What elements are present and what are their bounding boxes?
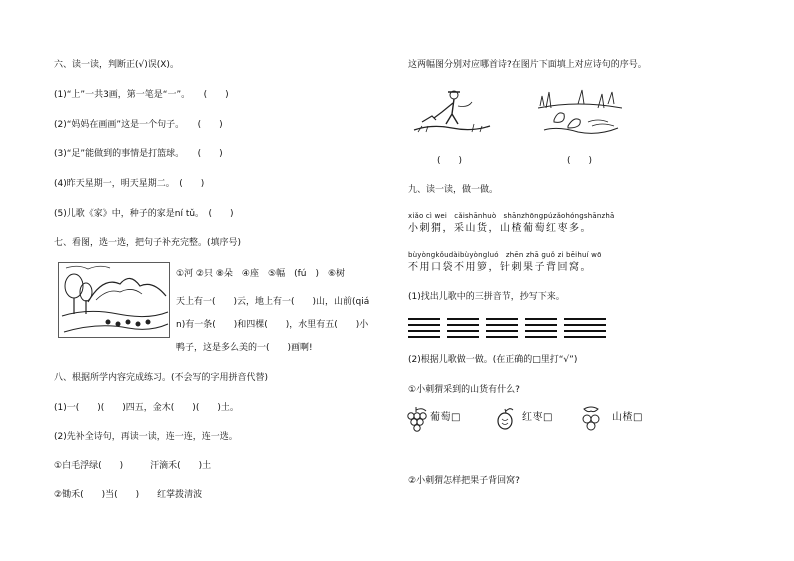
s8-item-1: (1)一( )( )四五，金木( )( )土。 (54, 403, 239, 413)
pinyin-line-2: bùyònɡkǒudàibùyònɡluó zhēn zhā ɡuǒ zi bēihuí wō (408, 251, 602, 259)
s7-options: ①河 ②只 ⑧朵 ④座 ⑤幅 (fú ) ⑥树 (176, 269, 346, 279)
s8-item-2: (2)先补全诗句，再读一读，连一连，连一选。 (54, 432, 238, 442)
farmer-hoeing-illustration (412, 86, 492, 136)
poem-blank-1[interactable]: ( ) (437, 156, 463, 166)
choice-jujube[interactable]: 红枣□ (522, 412, 553, 423)
s7-line-1: 天上有一( )云，地上有一( )山，山前(qiá (176, 297, 370, 307)
choice-hawthorn[interactable]: 山楂□ (612, 412, 643, 423)
s6-item-4: (4)昨天星期一，明天星期二。 ( ) (54, 179, 205, 189)
geese-pond-illustration (538, 86, 622, 136)
s8-item-4: ②锄禾( )当( ) 红掌拨清波 (54, 490, 203, 500)
section-8-title: 八、根据所学内容完成练习。(不会写的字用拼音代替) (54, 373, 269, 383)
s9-question-2b: ②小刺猬怎样把果子背回窝? (408, 476, 520, 486)
poem-blank-2[interactable]: ( ) (567, 156, 593, 166)
choice-grape[interactable]: 葡萄□ (430, 412, 461, 423)
s6-item-5: (5)儿歌《家》中，种子的家是ní tǔ。 ( ) (54, 209, 234, 219)
s9-question-2a: ①小刺猬采到的山货有什么? (408, 385, 520, 395)
s6-item-1: (1)“上”一共3画，第一笔是“一”。 ( ) (54, 90, 229, 100)
s6-item-3: (3)“足”能做到的事情是打篮球。 ( ) (54, 149, 223, 159)
s6-item-2: (2)“妈妈在画画”这是一个句子。 ( ) (54, 120, 223, 130)
s9-question-1: (1)找出儿歌中的三拼音节，抄写下来。 (408, 292, 565, 302)
hawthorn-icon (578, 405, 604, 433)
poem-line-2: 不用口袋不用箩，针刺果子背回窝。 (408, 262, 592, 273)
section-6-title: 六、读一读，判断正(√)误(X)。 (54, 60, 179, 70)
jujube-icon (495, 406, 515, 430)
s8-item-3: ①白毛浮绿( ) 汗滴禾( )土 (54, 461, 212, 471)
landscape-illustration (58, 262, 170, 338)
grape-icon (404, 405, 428, 433)
section-7-title: 七、看图，选一选，把句子补充完整。(填序号) (54, 238, 242, 248)
s9-question-2: (2)根据儿歌做一做。(在正确的□里打“√”) (408, 355, 578, 365)
section-9-title: 九、读一读，做一做。 (408, 185, 499, 195)
pinyin-line-1: xiǎo cì wei cǎishānhuò shānzhōngpúzǎohónɡshānzhā (408, 212, 615, 220)
poem-line-1: 小刺猬，采山货，山楂葡萄红枣多。 (408, 223, 592, 234)
poem-question-title: 这两幅图分别对应哪首诗?在图片下面填上对应诗句的序号。 (408, 60, 647, 70)
s7-line-3: 鸭子，这是多么美的一( )画啊! (176, 343, 313, 353)
s7-line-2: n)有一条( )和四棵( )，水里有五( )小 (176, 320, 369, 330)
